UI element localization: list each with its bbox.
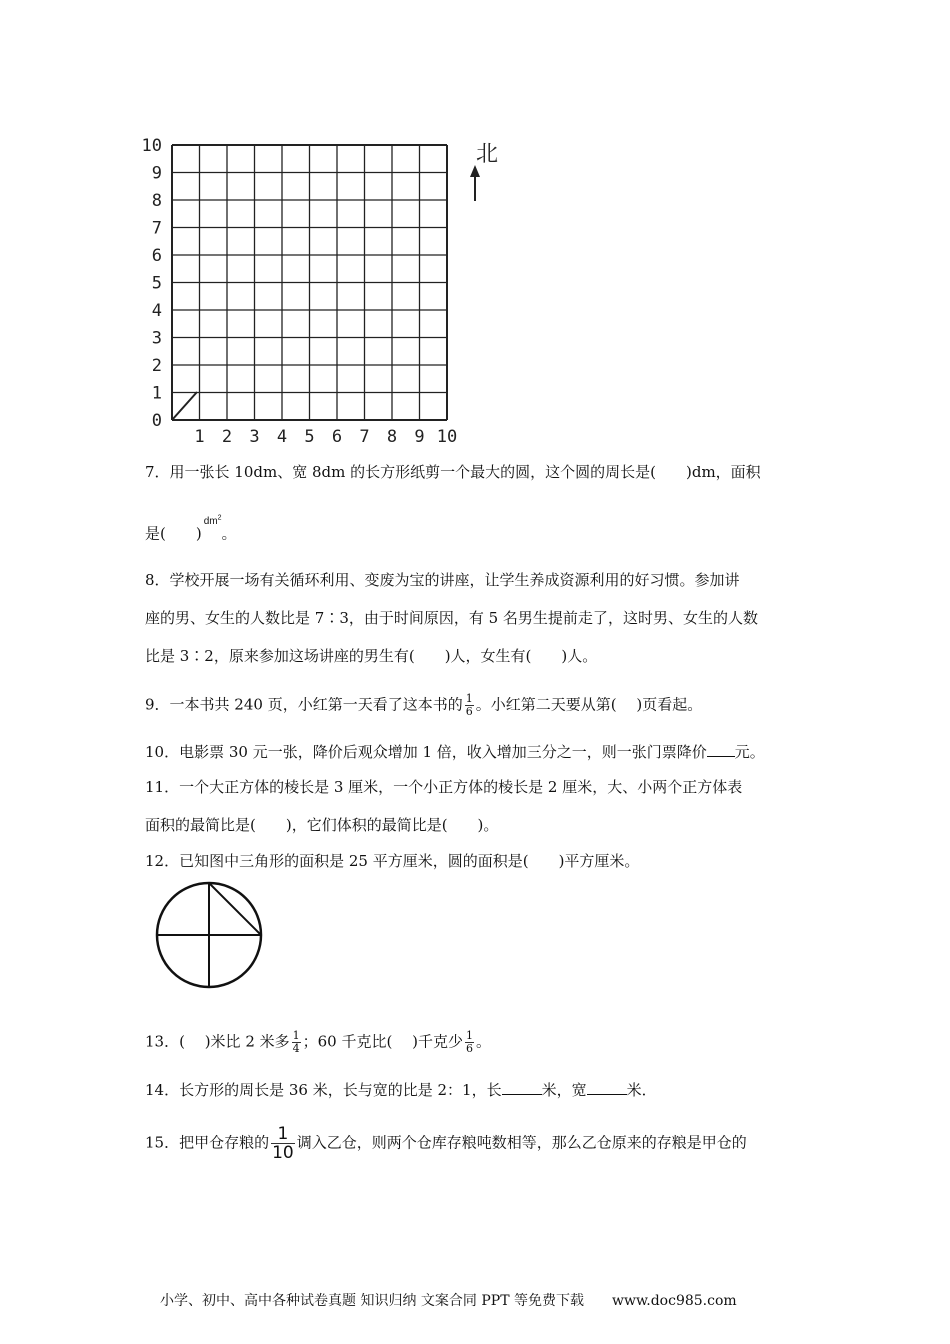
circle-triangle-figure [150, 878, 275, 1000]
x-tick-label: 6 [331, 427, 343, 447]
question-14 [145, 1080, 657, 1100]
y-axis-ticks [142, 136, 162, 431]
north-label: 北 [476, 142, 499, 167]
question-12: 12．已知图中三角形的面积是 25 平方厘米，圆的面积是( )平方厘米。 [145, 852, 640, 870]
question-15-text: 15．把甲仓存粮的 [145, 1133, 270, 1152]
y-tick-label: 2 [151, 356, 162, 376]
x-tick-label: 2 [221, 427, 233, 447]
question-7-period: 。 [221, 524, 237, 543]
diagonal-segment [172, 392, 197, 420]
question-10-tail: 元。 [734, 743, 765, 761]
y-tick-label: 9 [151, 163, 162, 184]
fraction-one-quarter: $\frac{1}{4}$ [292, 1029, 300, 1055]
footer-url[interactable]: www.doc985.com [611, 1293, 737, 1309]
x-tick-label: 7 [359, 427, 370, 447]
x-tick-label: 1 [194, 427, 205, 447]
x-tick-label: 3 [249, 427, 260, 447]
question-13-text-3: 。 [475, 1032, 491, 1051]
question-14-text-3: 米． [626, 1081, 657, 1099]
question-13-text-2: ；60 千克比( )千克少 [302, 1032, 463, 1051]
coordinate-grid-figure [140, 135, 500, 447]
y-tick-label: 10 [141, 136, 162, 156]
question-7-answer-prefix: 是( ) [145, 524, 202, 543]
fraction-one-tenth: $\frac{1}{10}$ [272, 1124, 294, 1163]
x-tick-label: 5 [304, 427, 315, 447]
question-9-tail: 。小红第二天要从第( )页看起。 [475, 695, 703, 714]
question-14-text-1: 14．长方形的周长是 36 米，长与宽的比是 2：1，长 [145, 1081, 502, 1099]
width-blank [587, 1080, 627, 1095]
y-tick-label: 0 [151, 411, 162, 431]
question-13-text-1: 13．( )米比 2 米多 [145, 1032, 290, 1051]
x-tick-label: 8 [386, 427, 398, 447]
question-10-text: 10．电影票 30 元一张，降价后观众增加 1 倍，收入增加三分之一，则一张门票降价 [145, 743, 707, 761]
question-8-line-2: 座的男、女生的人数比是 7∶3，由于时间原因，有 5 名男生提前走了，这时男、女生的人数 [145, 609, 758, 627]
answer-blank [707, 742, 735, 757]
x-tick-label: 4 [276, 427, 288, 447]
x-axis-ticks [194, 427, 457, 447]
y-tick-label: 5 [151, 273, 162, 294]
grid-lines [172, 145, 447, 420]
question-8-line-3: 比是 3∶2，原来参加这场讲座的男生有( )人，女生有( )人。 [145, 647, 598, 665]
question-10 [145, 742, 765, 762]
question-7-line-2 [145, 515, 237, 546]
footer-text: 小学、初中、高中各种试卷真题 知识归纳 文案合同 PPT 等免费下载 [160, 1293, 584, 1309]
question-11-line-1: 11．一个大正方体的棱长是 3 厘米，一个小正方体的棱长是 2 厘米，大、小两个正方体表 [145, 778, 743, 796]
x-tick-label: 10 [436, 427, 458, 447]
length-blank [502, 1080, 542, 1095]
x-tick-label: 9 [414, 427, 425, 447]
y-tick-label: 6 [151, 246, 162, 266]
fraction-one-sixth: $\frac{1}{6}$ [465, 1029, 473, 1055]
y-tick-label: 4 [151, 301, 162, 321]
question-15-tail: 调入乙仓，则两个仓库存粮吨数相等，那么乙仓原来的存粮是甲仓的 [296, 1133, 747, 1152]
question-13 [145, 1030, 491, 1055]
area-unit: dm2 [203, 515, 222, 528]
question-14-text-2: 米，宽 [541, 1081, 587, 1099]
y-tick-label: 8 [151, 191, 162, 211]
question-15 [145, 1125, 747, 1162]
y-tick-label: 1 [151, 383, 162, 404]
y-tick-label: 7 [151, 218, 162, 239]
page-footer [160, 1290, 737, 1310]
question-7-line-1: 7．用一张长 10dm、宽 8dm 的长方形纸剪一个最大的圆，这个圆的周长是( )dm，面积 [145, 463, 761, 481]
question-8-line-1: 8．学校开展一场有关循环利用、变废为宝的讲座，让学生养成资源利用的好习惯。参加讲 [145, 571, 740, 589]
fraction-one-sixth: $\frac{1}{6}$ [465, 692, 473, 718]
question-9 [145, 693, 702, 718]
question-11-line-2: 面积的最简比是( )，它们体积的最简比是( )。 [145, 816, 499, 834]
y-tick-label: 3 [151, 328, 162, 349]
question-9-text: 9．一本书共 240 页，小红第一天看了这本书的 [145, 695, 463, 714]
